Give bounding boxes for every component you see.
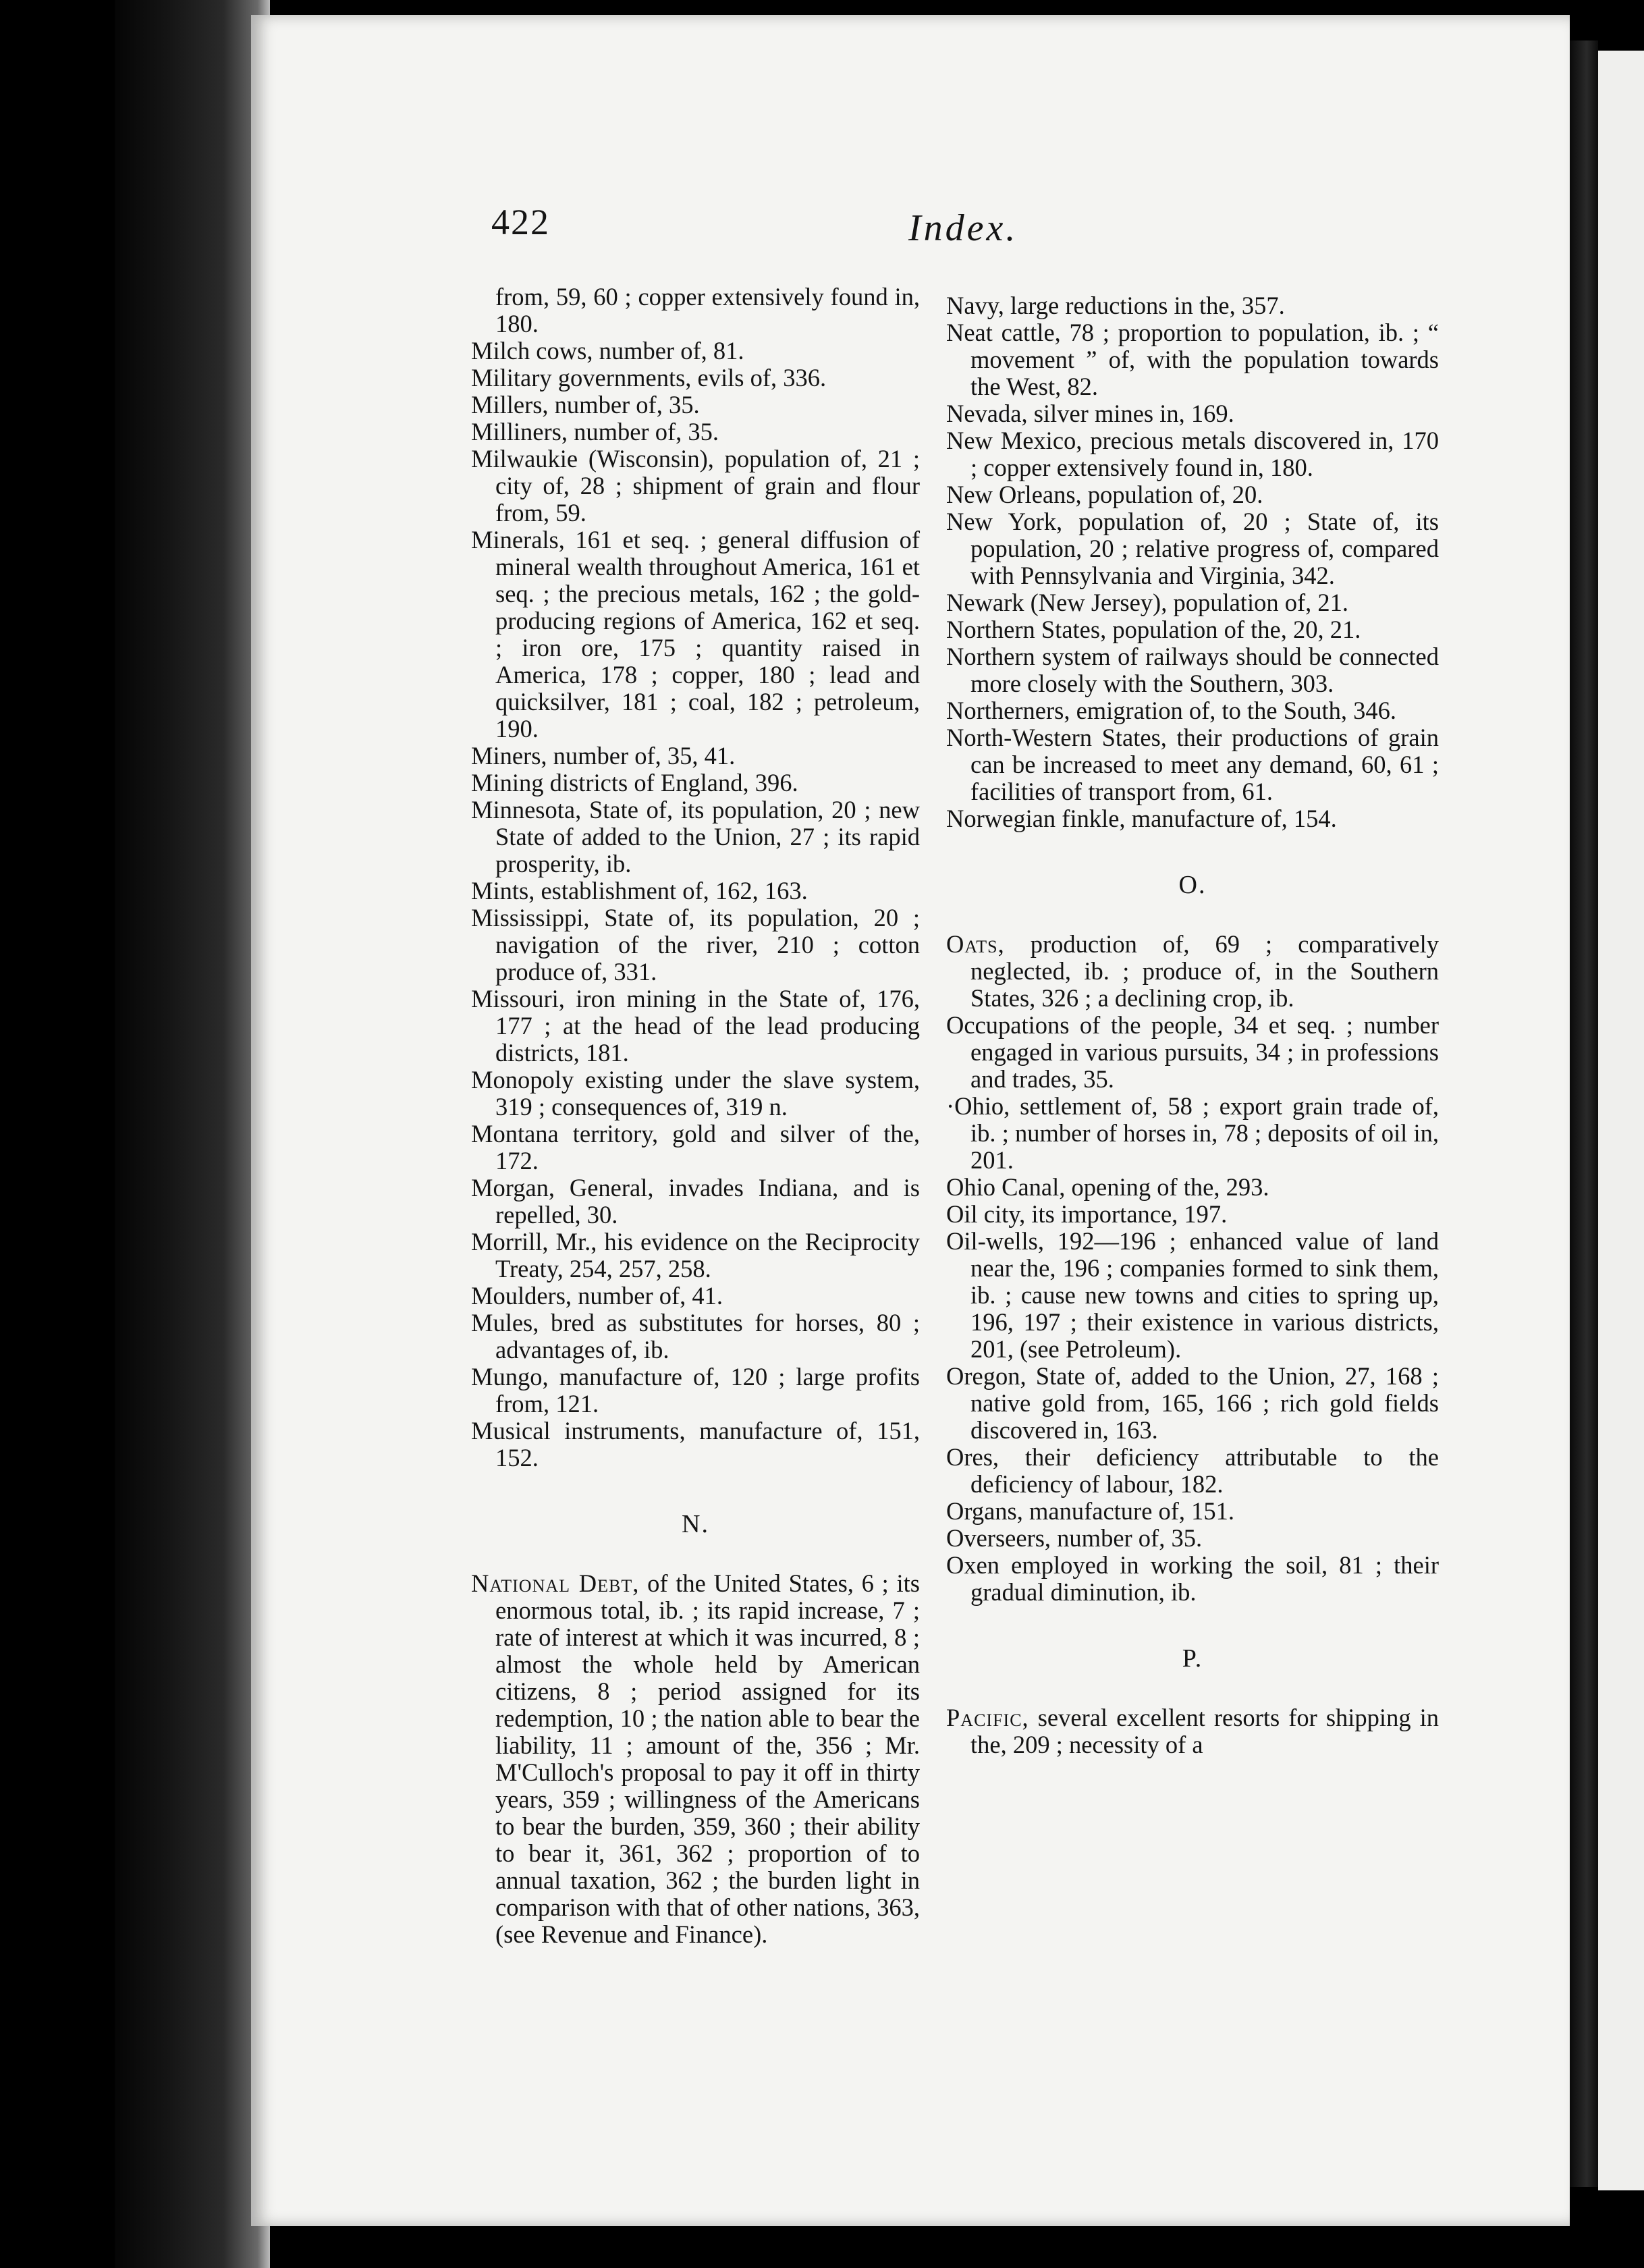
index-entry [946, 292, 1439, 319]
entry-text: Occupations of the people, 34 et seq. ; number engaged in various pursuits, 34 ; in professions and trades, 35. [946, 1011, 1439, 1093]
index-entry [471, 526, 920, 742]
index-entry [946, 1552, 1439, 1606]
entry-text: Morrill, Mr., his evidence on the Reciprocity Treaty, 254, 257, 258. [471, 1228, 920, 1282]
index-entry [946, 481, 1439, 508]
entry-text: from, 59, 60 ; copper extensively found in, 180. [495, 283, 920, 338]
entry-text: Oregon, State of, added to the Union, 27, 168 ; native gold from, 165, 166 ; rich gold fields discovered in, 163. [946, 1362, 1439, 1444]
right-entries-n [946, 292, 1439, 832]
index-entry [471, 1364, 920, 1418]
entry-lead: Oats, [946, 930, 1005, 958]
index-entry [471, 392, 920, 418]
entry-text: Millers, number of, 35. [471, 391, 700, 418]
entry-text: Morgan, General, invades Indiana, and is repelled, 30. [471, 1174, 920, 1228]
index-entry [471, 364, 920, 392]
index-entry [946, 1363, 1439, 1444]
index-entry [471, 796, 920, 878]
index-entry [946, 724, 1439, 805]
index-entry [946, 1444, 1439, 1498]
running-head: Index. [908, 207, 1018, 249]
entry-text: production of, 69 ; comparatively neglected, ib. ; produce of, in the Southern States, 326 ; a declining crop, ib. [970, 930, 1440, 1012]
entry-text: North-Western States, their productions of grain can be increased to meet any demand, 60, 61 ; facilities of transport from, 61. [946, 724, 1439, 805]
entry-text: several excellent resorts for shipping in the, 209 ; necessity of a [970, 1704, 1439, 1758]
index-entry [946, 805, 1439, 832]
index-entry [471, 742, 920, 770]
index-entry [946, 400, 1439, 427]
entry-text: Neat cattle, 78 ; proportion to population, ib. ; “ movement ” of, with the population towards the West, 82. [946, 319, 1439, 400]
index-entry [471, 1282, 920, 1310]
index-entry [471, 338, 920, 364]
index-entry [471, 1066, 920, 1120]
entry-text: Missouri, iron mining in the State of, 176, 177 ; at the head of the lead producing districts, 181. [471, 985, 920, 1066]
right-column [946, 292, 1439, 1758]
index-entry [946, 1228, 1439, 1363]
index-entry [946, 1012, 1439, 1093]
entry-text: Ores, their deficiency attributable to the deficiency of labour, 182. [946, 1443, 1439, 1498]
right-entries-o [946, 931, 1439, 1606]
entry-text: Oxen employed in working the soil, 81 ; their gradual diminution, ib. [946, 1551, 1439, 1606]
entry-text: Musical instruments, manufacture of, 151, 152. [471, 1417, 920, 1472]
index-entry [471, 1228, 920, 1282]
index-entry [946, 319, 1439, 400]
entry-text: Minerals, 161 et seq. ; general diffusion of mineral wealth throughout America, 161 et seq. ; the precious metals, 162 ; the gold-producing regions of America, 162 et seq. ; iron ore, 175 ; quantity raised in America, 178 ; copper, 180 ; lead and quicksilver, 181 ; coal, 182 ; petroleum, 190. [471, 526, 920, 742]
entry-text: Moulders, number of, 41. [471, 1282, 723, 1310]
entry-text: Mints, establishment of, 162, 163. [471, 877, 808, 905]
entry-text: Miners, number of, 35, 41. [471, 742, 736, 770]
index-entry [946, 1174, 1439, 1201]
index-entry [946, 589, 1439, 616]
entry-text: Overseers, number of, 35. [946, 1524, 1203, 1552]
entry-text: Oil-wells, 192—196 ; enhanced value of land near the, 196 ; companies formed to sink them, ib. ; cause new towns and cities to spring up, 196, 197 ; their existence in various districts, 201, (see Petroleum). [946, 1227, 1439, 1363]
entry-text: Ohio Canal, opening of the, 293. [946, 1173, 1269, 1201]
entry-text: Mungo, manufacture of, 120 ; large profits from, 121. [471, 1363, 920, 1418]
entry-text: Monopoly existing under the slave system, 319 ; consequences of, 319 n. [471, 1066, 920, 1120]
entry-text: New Mexico, precious metals discovered in, 170 ; copper extensively found in, 180. [946, 427, 1439, 481]
index-entry [471, 1174, 920, 1228]
index-entry [946, 427, 1439, 481]
index-entry [946, 1498, 1439, 1525]
index-entry-pacific [946, 1704, 1439, 1758]
section-letter-p: P. [1182, 1644, 1203, 1673]
entry-lead: Pacific, [946, 1704, 1029, 1731]
entry-text: Nevada, silver mines in, 169. [946, 400, 1234, 427]
left-entries [471, 284, 920, 1472]
entry-text: Mississippi, State of, its population, 20 ; navigation of the river, 210 ; cotton produce of, 331. [471, 904, 920, 986]
entry-text: New Orleans, population of, 20. [946, 481, 1263, 508]
entry-text: ·Ohio, settlement of, 58 ; export grain trade of, ib. ; number of horses in, 78 ; deposits of oil in, 201. [946, 1092, 1439, 1174]
index-entry [946, 643, 1439, 697]
entry-text: Oil city, its importance, 197. [946, 1200, 1228, 1228]
index-entry [471, 418, 920, 446]
entry-text: of the United States, 6 ; its enormous total, ib. ; its rapid increase, 7 ; rate of interest at which it was incurred, 8 ; almost the whole held by American citizens, 8 ; period assigned for its redemption, 10 ; the nation able to bear the liability, 11 ; amount of the, 356 ; Mr. M'Culloch's proposal to pay it off in thirty years, 359 ; willingness of the Americans to bear the burden, 359, 360 ; their ability to bear it, 361, 362 ; proportion of to annual taxation, 362 ; the burden light in comparison with that of other nations, 363, (see Revenue and Finance). [495, 1569, 920, 1948]
index-entry [471, 1310, 920, 1364]
book-spine [115, 0, 270, 2268]
index-entry [946, 931, 1439, 1012]
index-entry [946, 1525, 1439, 1552]
index-entry [471, 1120, 920, 1174]
index-entry [471, 878, 920, 905]
entry-text: Milwaukie (Wisconsin), population of, 21 ; city of, 28 ; shipment of grain and flour from, 59. [471, 445, 920, 526]
index-entry [471, 986, 920, 1066]
entry-text: Northern system of railways should be connected more closely with the Southern, 303. [946, 643, 1439, 697]
entry-text: Organs, manufacture of, 151. [946, 1497, 1235, 1525]
section-letter-o: O. [1178, 871, 1207, 899]
entry-text: Minnesota, State of, its population, 20 ; new State of added to the Union, 27 ; its rapid prosperity, ib. [471, 796, 920, 878]
next-page-edge [1570, 40, 1598, 2187]
section-letter-n: N. [682, 1510, 709, 1538]
entry-text: New York, population of, 20 ; State of, its population, 20 ; relative progress of, compared with Pennsylvania and Virginia, 342. [946, 508, 1439, 589]
entry-text: Mining districts of England, 396. [471, 769, 798, 796]
entry-text: Northerners, emigration of, to the South, 346. [946, 697, 1397, 724]
next-page [1598, 51, 1644, 2190]
index-entry [946, 1201, 1439, 1228]
index-entry [471, 446, 920, 526]
entry-text: Northern States, population of the, 20, 21. [946, 616, 1361, 643]
entry-lead: National Debt, [471, 1569, 640, 1597]
entry-text: Milliners, number of, 35. [471, 418, 719, 446]
index-entry [946, 697, 1439, 724]
index-entry [946, 616, 1439, 643]
index-entry [946, 1093, 1439, 1174]
entry-text: Military governments, evils of, 336. [471, 364, 827, 392]
page-number: 422 [491, 202, 550, 242]
entry-text: Montana territory, gold and silver of the, 172. [471, 1120, 920, 1174]
index-entry [471, 1418, 920, 1472]
index-entry-national-debt [471, 1570, 920, 1948]
entry-text: Newark (New Jersey), population of, 21. [946, 589, 1348, 616]
entry-text: Milch cows, number of, 81. [471, 337, 744, 364]
left-column [471, 284, 920, 1948]
index-entry [471, 905, 920, 986]
index-entry [471, 770, 920, 796]
entry-text: Mules, bred as substitutes for horses, 80 ; advantages of, ib. [471, 1309, 920, 1364]
index-entry [946, 508, 1439, 589]
entry-text: Norwegian finkle, manufacture of, 154. [946, 805, 1337, 832]
index-entry [471, 284, 920, 338]
entry-text: Navy, large reductions in the, 357. [946, 292, 1285, 319]
